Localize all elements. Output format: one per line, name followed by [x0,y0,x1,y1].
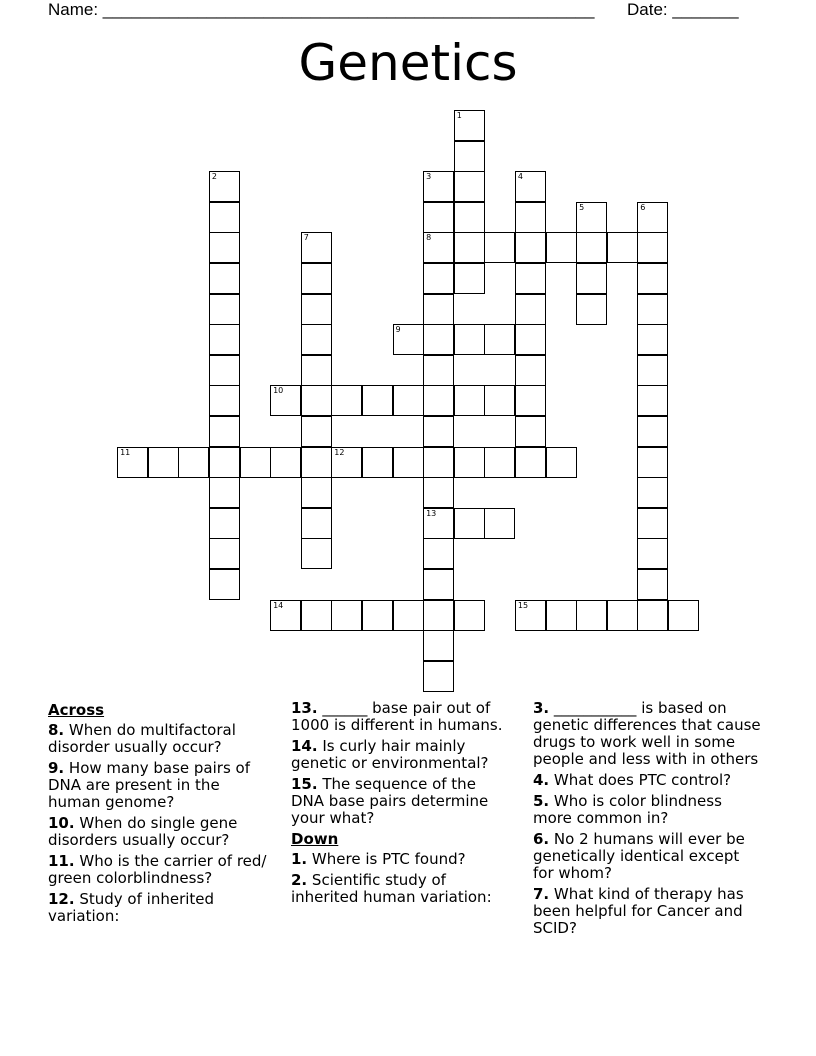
grid-cell[interactable] [209,416,240,447]
clue-text: When do multifactoral disorder usually occur? [48,721,236,756]
down-heading: Down [291,830,339,848]
clue-across-8 [48,722,268,756]
grid-cell[interactable] [301,232,332,263]
cell-number: 1 [456,111,462,120]
cell-number: 13 [426,508,437,518]
grid-cell[interactable] [178,447,209,478]
grid-cell[interactable] [515,171,546,202]
clue-number: 11. [48,852,75,870]
grid-cell[interactable] [270,600,301,631]
cell-number: 15 [517,600,529,610]
grid-cell[interactable] [362,447,393,478]
clue-number: 7. [533,885,550,903]
grid-cell[interactable] [209,324,240,355]
clue-across-13 [291,700,513,734]
clue-text: The sequence of the DNA base pairs determine your what? [291,775,489,827]
clue-text: No 2 humans will ever be genetically identical except for whom? [533,830,745,882]
grid-cell[interactable] [331,385,362,416]
grid-cell[interactable] [484,508,515,539]
clue-number: 3. [533,699,550,717]
page-title: Genetics [298,34,518,92]
grid-cell[interactable] [607,600,638,631]
clue-text: Who is the carrier of red/ green colorblindness? [48,852,267,887]
cell-number: 4 [517,172,523,182]
clue-number: 1. [291,850,308,868]
grid-cell[interactable] [423,447,454,478]
grid-cell[interactable] [454,508,485,539]
clues-column-3 [533,700,763,941]
grid-cell[interactable] [515,355,546,386]
grid-cell[interactable] [576,232,607,263]
grid-cell[interactable] [637,538,668,569]
grid-cell[interactable] [270,447,301,478]
grid-cell[interactable] [576,600,607,631]
grid-cell[interactable] [454,202,485,233]
clue-across-15 [291,776,513,827]
grid-cell[interactable] [637,294,668,325]
grid-cell[interactable] [209,294,240,325]
grid-cell[interactable] [301,477,332,508]
clue-down-6 [533,831,763,882]
grid-cell[interactable] [209,569,240,600]
grid-cell[interactable] [301,355,332,386]
grid-cell[interactable] [637,600,668,631]
grid-cell[interactable] [637,232,668,263]
clue-across-10 [48,815,268,849]
grid-cell[interactable] [209,447,240,478]
grid-cell[interactable] [423,477,454,508]
clue-across-14 [291,738,513,772]
grid-cell[interactable] [484,385,515,416]
grid-cell[interactable] [454,171,485,202]
cell-number: 8 [426,233,432,243]
grid-cell[interactable] [454,324,485,355]
grid-cell[interactable] [484,447,515,478]
grid-cell[interactable] [270,385,301,416]
grid-cell[interactable] [515,416,546,447]
clue-text: ___________ is based on genetic differences that cause drugs to work well in some people and less with in others [533,699,761,768]
cell-number: 5 [579,202,585,212]
clue-down-1 [291,851,513,868]
clue-down-4 [533,772,763,789]
grid-cell[interactable] [454,141,485,172]
grid-cell[interactable] [209,538,240,569]
cell-number: 14 [273,600,284,610]
grid-cell[interactable] [423,171,454,202]
clue-across-9 [48,760,268,811]
clue-text: Scientific study of inherited human variation: [291,871,492,906]
grid-cell[interactable] [423,263,454,294]
grid-cell[interactable] [576,263,607,294]
grid-cell[interactable] [393,324,424,355]
grid-cell[interactable] [148,447,179,478]
clue-text: Study of inherited variation: [48,890,215,925]
grid-cell[interactable] [515,263,546,294]
grid-cell[interactable] [454,600,485,631]
clue-number: 13. [291,699,318,717]
clue-number: 8. [48,721,65,739]
grid-cell[interactable] [423,508,454,539]
cell-number: 2 [211,172,217,182]
grid-cell[interactable] [637,324,668,355]
clue-number: 10. [48,814,75,832]
grid-cell[interactable] [423,355,454,386]
grid-cell[interactable] [331,600,362,631]
grid-cell[interactable] [301,447,332,478]
clue-down-7 [533,886,763,937]
grid-cell[interactable] [209,263,240,294]
grid-cell[interactable] [423,202,454,233]
clue-number: 15. [291,775,318,793]
grid-cell[interactable] [637,416,668,447]
grid-cell[interactable] [515,324,546,355]
clue-text: What does PTC control? [553,771,732,789]
grid-cell[interactable] [423,569,454,600]
grid-cell[interactable] [240,447,271,478]
grid-cell[interactable] [668,600,699,631]
grid-cell[interactable] [637,202,668,233]
grid-cell[interactable] [515,447,546,478]
grid-cell[interactable] [423,232,454,263]
clue-down-2 [291,872,513,906]
grid-cell[interactable] [515,600,546,631]
grid-cell[interactable] [423,324,454,355]
grid-cell[interactable] [209,202,240,233]
grid-cell[interactable] [301,416,332,447]
clue-number: 5. [533,792,550,810]
cell-number: 10 [273,386,284,396]
clues-column-2 [291,700,513,910]
cell-number: 7 [303,233,309,243]
grid-cell[interactable] [454,232,485,263]
clues-column-1 [48,700,268,929]
grid-cell[interactable] [209,477,240,508]
clue-across-12 [48,891,268,925]
grid-cell[interactable] [393,385,424,416]
grid-cell[interactable] [637,447,668,478]
clue-down-5 [533,793,763,827]
grid-cell[interactable] [637,355,668,386]
clue-text: Is curly hair mainly genetic or environmental? [291,737,489,772]
clue-text: How many base pairs of DNA are present in the human genome? [48,759,250,811]
grid-cell[interactable] [209,232,240,263]
grid-cell[interactable] [454,447,485,478]
grid-cell[interactable] [515,232,546,263]
grid-cell[interactable] [515,294,546,325]
grid-cell[interactable] [423,538,454,569]
grid-cell[interactable] [454,263,485,294]
clue-number: 12. [48,890,75,908]
grid-cell[interactable] [637,263,668,294]
cell-number: 6 [640,202,646,212]
grid-cell[interactable] [546,232,577,263]
clue-text: When do single gene disorders usually occur? [48,814,238,849]
grid-cell[interactable] [301,538,332,569]
clue-text: Where is PTC found? [311,850,466,868]
grid-cell[interactable] [637,569,668,600]
clue-number: 4. [533,771,550,789]
grid-cell[interactable] [301,508,332,539]
clue-text: Who is color blindness more common in? [533,792,722,827]
across-heading: Across [48,701,105,719]
grid-cell[interactable] [423,385,454,416]
clue-number: 6. [533,830,550,848]
grid-cell[interactable] [423,661,454,692]
cell-number: 9 [395,325,401,335]
grid-cell[interactable] [546,447,577,478]
grid-cell[interactable] [484,324,515,355]
grid-cell[interactable] [546,600,577,631]
grid-cell[interactable] [301,385,332,416]
grid-cell[interactable] [576,294,607,325]
grid-cell[interactable] [362,385,393,416]
grid-cell[interactable] [209,508,240,539]
grid-cell[interactable] [117,447,148,478]
cell-number: 12 [334,447,345,457]
grid-cell[interactable] [576,202,607,233]
grid-cell[interactable] [637,477,668,508]
grid-cell[interactable] [331,447,362,478]
grid-cell[interactable] [637,385,668,416]
grid-cell[interactable] [454,385,485,416]
grid-cell[interactable] [301,324,332,355]
name-field[interactable]: Name: ____________________________________________________ [48,0,595,19]
clue-across-11 [48,853,268,887]
grid-cell[interactable] [362,600,393,631]
grid-cell[interactable] [423,600,454,631]
clue-text: What kind of therapy has been helpful for Cancer and SCID? [533,885,744,937]
grid-cell[interactable] [515,385,546,416]
clue-number: 2. [291,871,308,889]
cell-number: 3 [426,172,432,182]
grid-cell[interactable] [393,600,424,631]
grid-cell[interactable] [209,171,240,202]
clue-down-3 [533,700,763,768]
grid-cell[interactable] [423,294,454,325]
grid-cell[interactable] [423,630,454,661]
grid-cell[interactable] [515,202,546,233]
grid-cell[interactable] [301,600,332,631]
grid-cell[interactable] [637,508,668,539]
clue-number: 9. [48,759,65,777]
date-field[interactable]: Date: _______ [627,0,739,19]
clue-number: 14. [291,737,318,755]
grid-cell[interactable] [393,447,424,478]
grid-cell[interactable] [484,232,515,263]
grid-cell[interactable] [454,110,485,141]
grid-cell[interactable] [607,232,638,263]
clue-text: ______ base pair out of 1000 is different in humans. [291,699,503,734]
grid-cell[interactable] [301,294,332,325]
grid-cell[interactable] [209,355,240,386]
grid-cell[interactable] [301,263,332,294]
grid-cell[interactable] [209,385,240,416]
grid-cell[interactable] [423,416,454,447]
cell-number: 11 [120,447,131,457]
